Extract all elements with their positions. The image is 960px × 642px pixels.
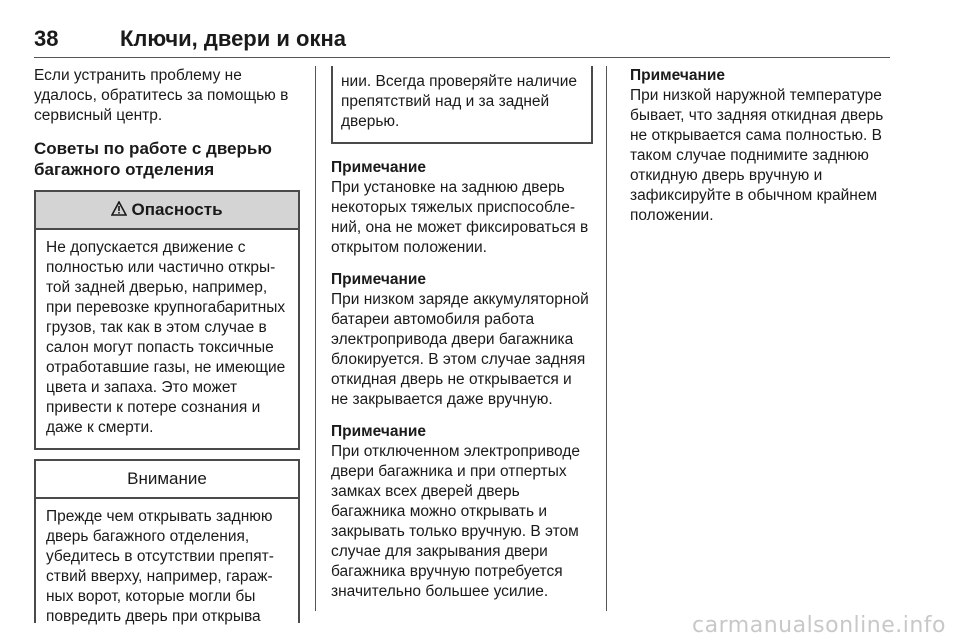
caution-box-header [36,461,298,499]
note-title: Примечание [630,67,725,84]
note-text: При низком заряде аккумуляторной батареи автомобиля работа электропривода двери багажника блокируется. В этом случае задняя откидная дверь не открывается и не закрывается даже вручную. [331,291,589,408]
note-1 [331,158,593,258]
danger-box-text: Не допускается движение с полностью или частично открытой задней дверью, например, при перевозке крупногабаритных грузов, так как в этом случае в салон могут попасть токсичные отработавшие газы, не имеющие цвета и запаха. Это может привести к потере сознания и даже к смерти. [46,239,286,436]
column-1 [34,66,300,623]
column-3 [630,66,892,238]
note-title: Примечание [331,423,426,440]
watermark: carmanualsonline.info [692,613,946,638]
column-divider-2 [606,66,607,611]
note-title: Примечание [331,159,426,176]
intro-paragraph: Если устранить проблему не удалось, обратитесь за помощью в сервисный центр. [34,67,289,124]
caution-box [34,459,300,623]
caution-continued-text: нии. Всегда проверяйте наличие препятствий над и за задней дверью. [341,73,578,130]
note-text: При отключенном электроприводе двери багажника и при отпертых замках всех дверей дверь багажника можно открывать и закрывать только вручную. В этом случае для закрывания двери багажника вручную потребуется значительно большее усилие. [331,443,580,600]
note-text: При установке на заднюю дверь некоторых тяжелых приспособлений, она не может фиксироваться в открытом положении. [331,179,589,256]
column-divider-1 [315,66,316,611]
section-heading: Советы по работе с дверью багажного отделения [34,139,272,179]
danger-box-header [36,192,298,230]
caution-box-continued [331,66,593,144]
page-title: Ключи, двери и окна [120,26,346,51]
warning-triangle-icon [111,200,127,220]
column-2 [331,66,593,614]
note-4 [630,66,892,226]
caution-box-text: Прежде чем открывать заднюю дверь багажного отделения, убедитесь в отсутствии препятствий вверху, например, гаражных ворот, которые могли бы повредить дверь при открыва [46,508,274,625]
note-title: Примечание [331,271,426,288]
danger-box-title: Опасность [131,200,223,219]
page-number: 38 [34,26,59,51]
note-text: При низкой наружной температуре бывает, что задняя откидная дверь не открывается сама полностью. В таком случае поднимите заднюю откидную дверь вручную и зафиксируйте в обычном крайнем положении. [630,87,884,224]
note-3 [331,422,593,602]
caution-box-title: Внимание [127,469,207,488]
header-rule [34,57,890,58]
page-header [34,26,890,56]
note-2 [331,270,593,410]
danger-box [34,190,300,450]
